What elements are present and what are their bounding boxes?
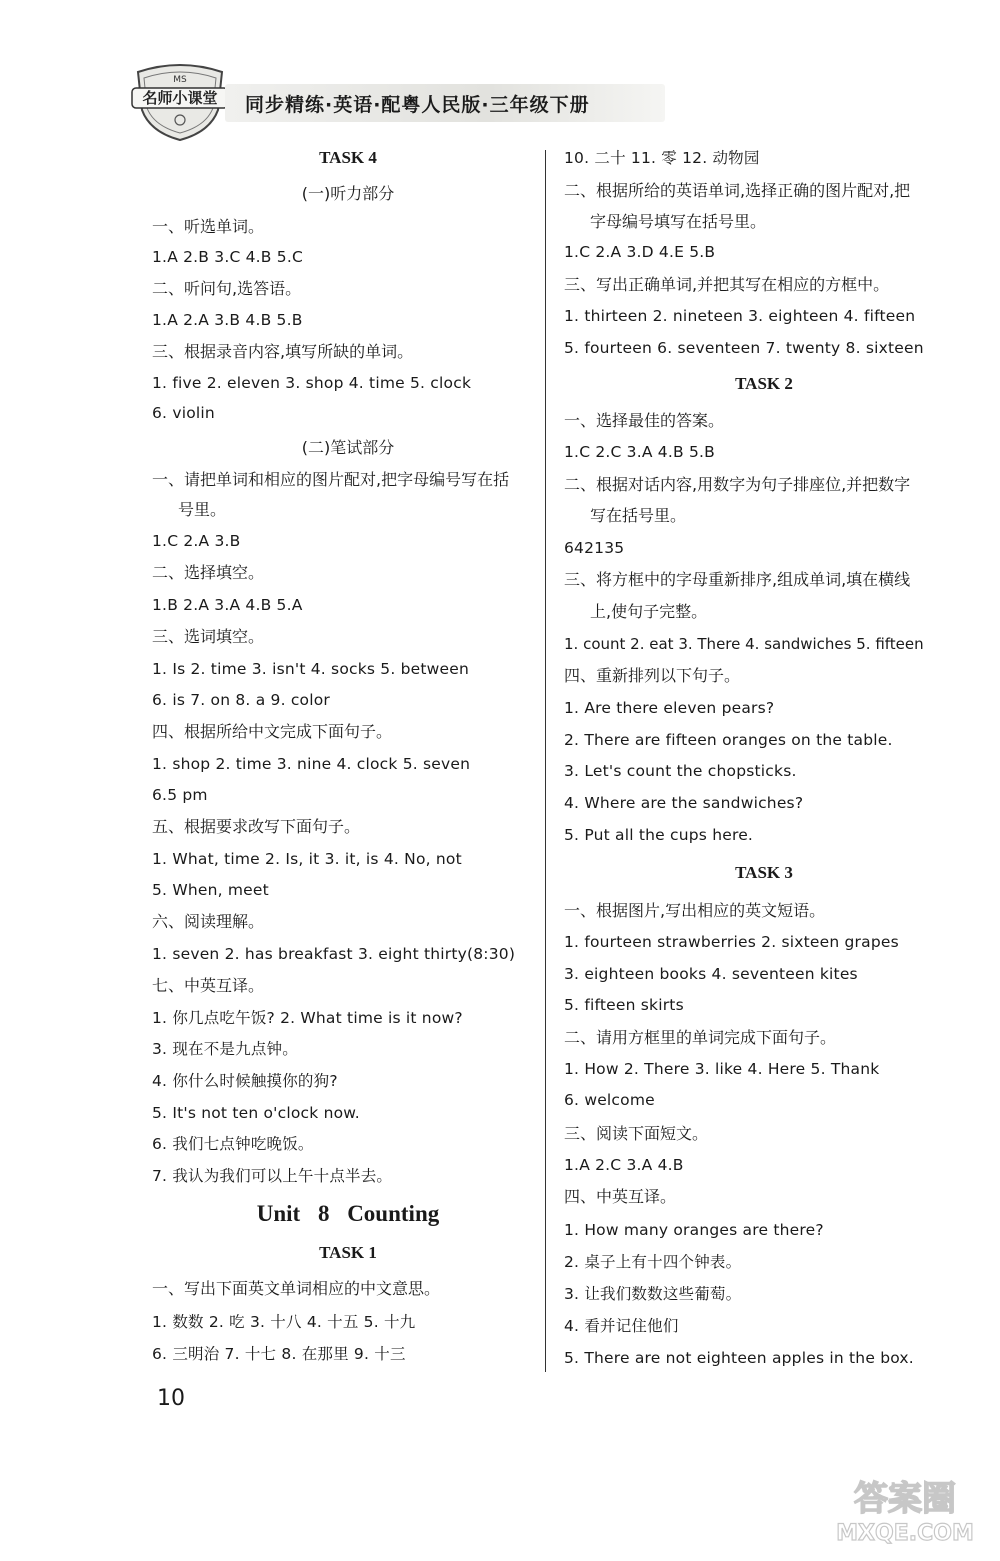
answer-line: 1. How many oranges are there?: [564, 1221, 824, 1239]
question-heading: 一、请把单词和相应的图片配对,把字母编号写在括: [152, 470, 510, 489]
question-heading: 三、写出正确单词,并把其写在相应的方框中。: [564, 275, 890, 294]
answer-line: 1. thirteen 2. nineteen 3. eighteen 4. fifteen: [564, 307, 916, 325]
answer-line: 5. It's not ten o'clock now.: [152, 1104, 360, 1122]
unit-title: Unit 8 Counting: [256, 1201, 440, 1226]
brand-badge-logo: [130, 62, 230, 142]
question-heading-cont: 写在括号里。: [590, 506, 687, 525]
answer-line: 1. How 2. There 3. like 4. Here 5. Thank: [564, 1060, 880, 1078]
question-heading: 一、听选单词。: [152, 217, 265, 236]
answer-line: 1.B 2.A 3.A 4.B 5.A: [152, 596, 303, 614]
question-heading: 五、根据要求改写下面句子。: [152, 817, 361, 836]
answer-line: 1.C 2.C 3.A 4.B 5.B: [564, 443, 715, 461]
header-banner: [225, 84, 665, 122]
answer-line: 1. What, time 2. Is, it 3. it, is 4. No, not: [152, 850, 462, 868]
question-heading: 三、选词填空。: [152, 627, 265, 646]
section-heading: (二)笔试部分: [301, 438, 395, 457]
question-heading-cont: 上,使句子完整。: [590, 602, 708, 621]
task-heading: TASK 2: [735, 374, 793, 393]
answer-line: 1.C 2.A 3.D 4.E 5.B: [564, 243, 716, 261]
answer-line: 5. Put all the cups here.: [564, 826, 754, 844]
question-heading: 三、阅读下面短文。: [564, 1124, 709, 1143]
answer-line: 6. welcome: [564, 1091, 655, 1109]
answer-line: 1. Are there eleven pears?: [564, 699, 775, 717]
answer-line: 2. There are fifteen oranges on the table.: [564, 731, 893, 749]
question-heading: 四、重新排列以下句子。: [564, 666, 741, 685]
answer-line: 1.A 2.B 3.C 4.B 5.C: [152, 248, 303, 266]
answer-line: 3. 让我们数数这些葡萄。: [564, 1285, 742, 1303]
answer-line: 6. 三明治 7. 十七 8. 在那里 9. 十三: [152, 1345, 406, 1363]
answer-line: 642135: [564, 539, 625, 557]
answer-line: 6.5 pm: [152, 786, 208, 804]
answer-line: 1. shop 2. time 3. nine 4. clock 5. seven: [152, 755, 471, 773]
svg-text:MXQE.COM: MXQE.COM: [836, 1521, 974, 1546]
answer-line: 1. 数数 2. 吃 3. 十八 4. 十五 5. 十九: [152, 1313, 416, 1331]
question-heading: 二、请用方框里的单词完成下面句子。: [564, 1028, 837, 1047]
answer-line: 3. eighteen books 4. seventeen kites: [564, 965, 858, 983]
question-heading: 一、写出下面英文单词相应的中文意思。: [152, 1279, 441, 1298]
question-heading-cont: 号里。: [178, 500, 227, 519]
answer-line: 5. fifteen skirts: [564, 996, 684, 1014]
question-heading: 二、根据对话内容,用数字为句子排座位,并把数字: [564, 475, 911, 494]
answer-line: 5. When, meet: [152, 881, 269, 899]
question-heading: 三、根据录音内容,填写所缺的单词。: [152, 342, 414, 361]
question-heading: 一、选择最佳的答案。: [564, 411, 725, 430]
answer-line: 1.A 2.C 3.A 4.B: [564, 1156, 684, 1174]
page-number: 10: [157, 1386, 185, 1411]
answer-line: 3. 现在不是九点钟。: [152, 1040, 298, 1058]
question-heading: 六、阅读理解。: [152, 912, 265, 931]
answer-line: 7. 我认为我们可以上午十点半去。: [152, 1167, 393, 1185]
task-heading: TASK 1: [319, 1243, 377, 1262]
question-heading: 四、中英互译。: [564, 1187, 677, 1206]
answer-line: 5. fourteen 6. seventeen 7. twenty 8. sixteen: [564, 339, 924, 357]
task-heading: TASK 3: [735, 863, 793, 882]
answer-line: 2. 桌子上有十四个钟表。: [564, 1253, 742, 1271]
answer-line: 1. Is 2. time 3. isn't 4. socks 5. between: [152, 660, 470, 678]
answer-line: 3. Let's count the chopsticks.: [564, 762, 797, 780]
answer-line: 10. 二十 11. 零 12. 动物园: [564, 149, 760, 167]
question-heading: 四、根据所给中文完成下面句子。: [152, 722, 393, 741]
question-heading: 二、听问句,选答语。: [152, 279, 302, 298]
answer-line: 1. count 2. eat 3. There 4. sandwiches 5. fifteen: [564, 635, 924, 653]
answer-line: 4. 看并记住他们: [564, 1317, 679, 1335]
answer-line: 1. seven 2. has breakfast 3. eight thirty(8:30): [152, 945, 516, 963]
question-heading: 一、根据图片,写出相应的英文短语。: [564, 901, 826, 920]
answer-line: 1.A 2.A 3.B 4.B 5.B: [152, 311, 303, 329]
question-heading: 七、中英互译。: [152, 976, 265, 995]
page-header: [130, 62, 660, 142]
question-heading-cont: 字母编号填写在括号里。: [590, 212, 767, 231]
task-heading: TASK 4: [319, 148, 377, 167]
svg-text:答案圈: 答案圈: [854, 1479, 956, 1519]
answer-line: 1.C 2.A 3.B: [152, 532, 241, 550]
answer-line: 4. Where are the sandwiches?: [564, 794, 804, 812]
answer-line: 1. five 2. eleven 3. shop 4. time 5. clock: [152, 374, 472, 392]
answer-line: 5. There are not eighteen apples in the box.: [564, 1349, 914, 1367]
question-heading: 二、选择填空。: [152, 563, 265, 582]
section-heading: (一)听力部分: [301, 184, 395, 203]
column-divider: [545, 150, 546, 1372]
answer-line: 1. 你几点吃午饭? 2. What time is it now?: [152, 1009, 463, 1027]
answer-line: 1. fourteen strawberries 2. sixteen grapes: [564, 933, 899, 951]
answer-line: 6. violin: [152, 404, 215, 422]
question-heading: 二、根据所给的英语单词,选择正确的图片配对,把: [564, 181, 911, 200]
svg-text:名师小课堂: 名师小课堂: [142, 89, 218, 107]
answer-line: 4. 你什么时候触摸你的狗?: [152, 1072, 338, 1090]
answer-line: 6. 我们七点钟吃晚饭。: [152, 1135, 314, 1153]
svg-text:MS: MS: [173, 75, 187, 85]
book-title: 同步精练·英语·配粤人民版·三年级下册: [245, 94, 590, 116]
answer-line: 6. is 7. on 8. a 9. color: [152, 691, 330, 709]
question-heading: 三、将方框中的字母重新排序,组成单词,填在横线: [564, 570, 911, 589]
watermark-logo: [830, 1468, 980, 1548]
